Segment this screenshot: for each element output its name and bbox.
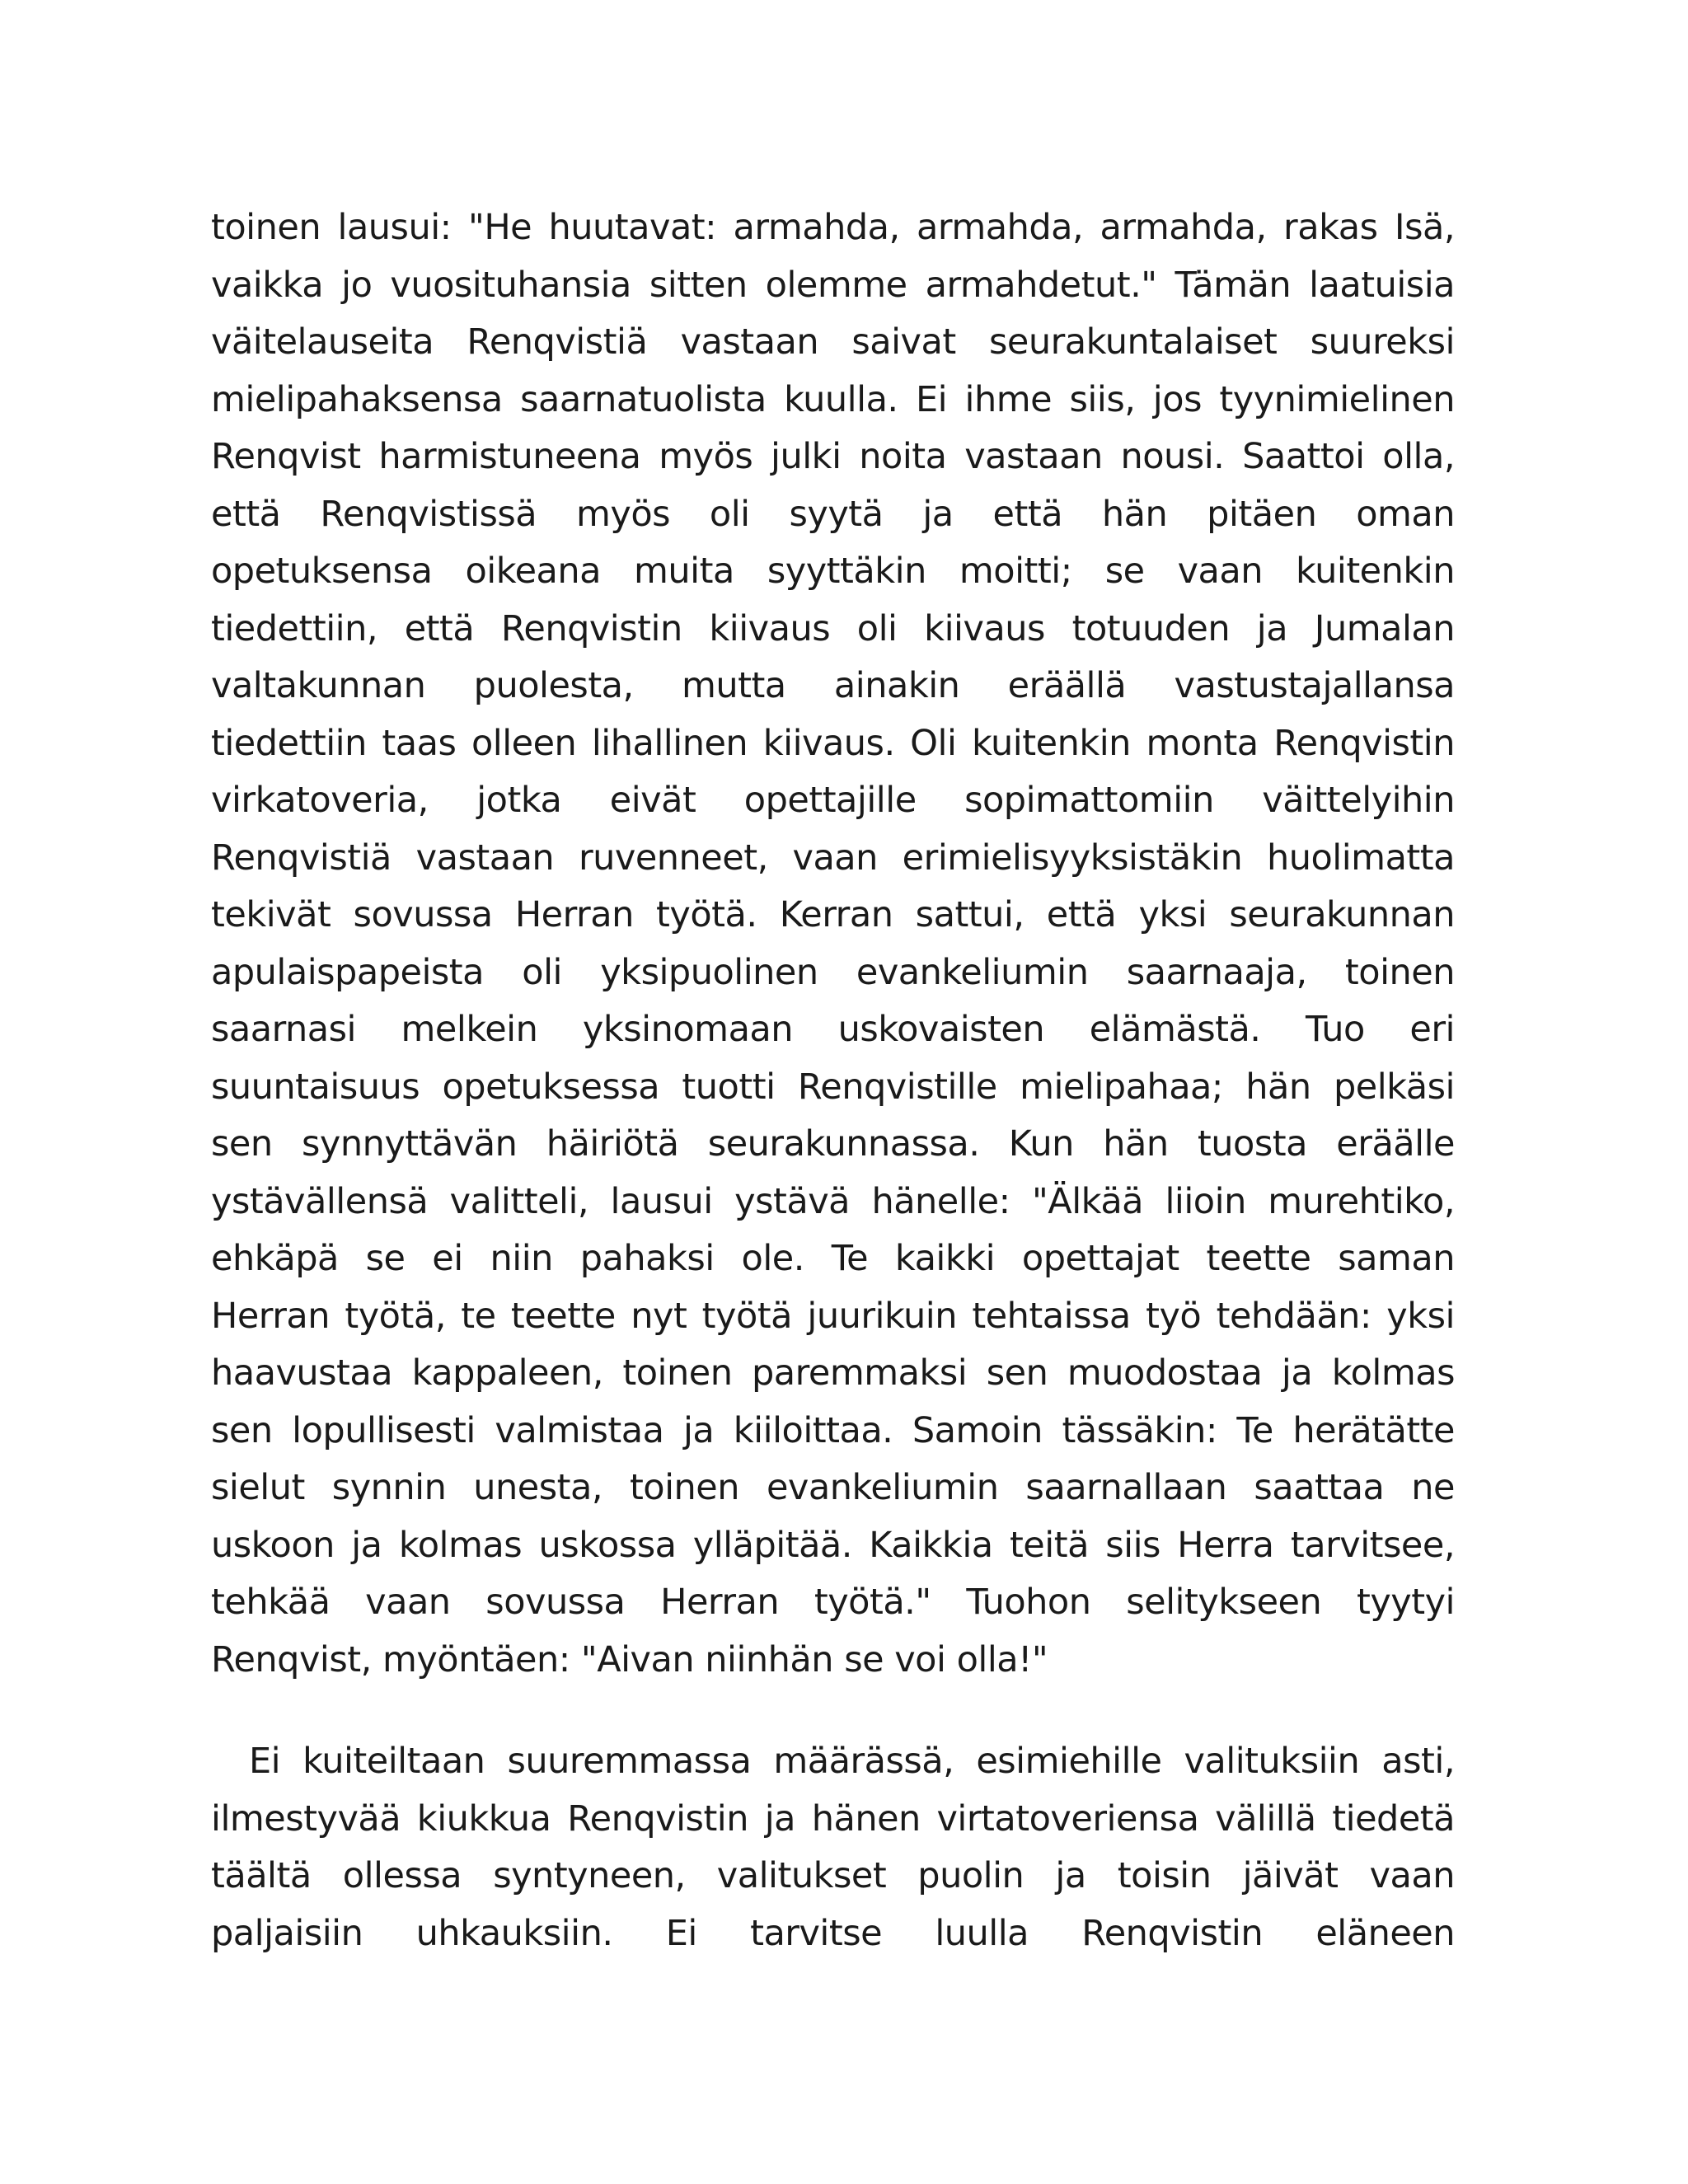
text-line: virkatoveria, jotka eivät opettajille sopimattomiin väittelyihin bbox=[211, 780, 1455, 821]
text-line: väitelauseita Renqvistiä vastaan saivat seurakuntalaiset suureksi bbox=[211, 321, 1455, 363]
text-line: tiedettiin taas olleen lihallinen kiivaus. Oli kuitenkin monta Renqvistin bbox=[211, 722, 1455, 764]
text-line: ehkäpä se ei niin pahaksi ole. Te kaikki opettajat teette saman bbox=[211, 1238, 1455, 1279]
text-line: ilmestyvää kiukkua Renqvistin ja hänen virtatoveriensa välillä tiedetä bbox=[211, 1797, 1455, 1840]
paragraph-1 bbox=[211, 199, 1455, 1689]
text-line: Renqvist, myöntäen: "Aivan niinhän se voi olla!" bbox=[211, 1638, 1048, 1680]
text-line: opetuksensa oikeana muita syyttäkin moitti; se vaan kuitenkin bbox=[211, 551, 1455, 592]
text-line: paljaisiin uhkauksiin. Ei tarvitse luulla Renqvistin eläneen bbox=[211, 1912, 1455, 1954]
text-line: haavustaa kappaleen, toinen paremmaksi sen muodostaa ja kolmas bbox=[211, 1352, 1455, 1394]
text-line: vaikka jo vuosituhansia sitten olemme armahdetut." Tämän laatuisia bbox=[211, 264, 1455, 306]
text-line: uskoon ja kolmas uskossa ylläpitää. Kaikkia teitä siis Herra tarvitsee, bbox=[211, 1524, 1455, 1566]
paragraph-2 bbox=[211, 1733, 1455, 1962]
text-line: tiedettiin, että Renqvistin kiivaus oli kiivaus totuuden ja Jumalan bbox=[211, 607, 1455, 649]
text-line: että Renqvistissä myös oli syytä ja että hän pitäen oman bbox=[211, 493, 1455, 535]
text-line: Ei kuiteiltaan suuremmassa määrässä, esimiehille valituksiin asti, bbox=[249, 1741, 1455, 1782]
text-line: toinen lausui: "He huutavat: armahda, armahda, armahda, rakas Isä, bbox=[211, 207, 1455, 248]
text-line: Renqvistiä vastaan ruvenneet, vaan erimielisyyksistäkin huolimatta bbox=[211, 837, 1455, 879]
text-line: suuntaisuus opetuksessa tuotti Renqvistille mielipahaa; hän pelkäsi bbox=[211, 1066, 1455, 1108]
text-line: ystävällensä valitteli, lausui ystävä hänelle: "Älkää liioin murehtiko, bbox=[211, 1180, 1455, 1222]
text-line: Herran työtä, te teette nyt työtä juurikuin tehtaissa työ tehdään: yksi bbox=[211, 1295, 1455, 1337]
text-line: tekivät sovussa Herran työtä. Kerran sattui, että yksi seurakunnan bbox=[211, 894, 1455, 935]
text-line: valtakunnan puolesta, mutta ainakin eräällä vastustajallansa bbox=[211, 665, 1455, 706]
text-line: saarnasi melkein yksinomaan uskovaisten elämästä. Tuo eri bbox=[211, 1009, 1455, 1050]
text-line: sielut synnin unesta, toinen evankeliumin saarnallaan saattaa ne bbox=[211, 1467, 1455, 1508]
text-line: apulaispapeista oli yksipuolinen evankeliumin saarnaaja, toinen bbox=[211, 951, 1455, 993]
text-line: täältä ollessa syntyneen, valitukset puolin ja toisin jäivät vaan bbox=[211, 1855, 1455, 1896]
text-line: tehkää vaan sovussa Herran työtä." Tuohon selitykseen tyytyi bbox=[211, 1582, 1455, 1623]
text-line: Renqvist harmistuneena myös julki noita vastaan nousi. Saattoi olla, bbox=[211, 436, 1455, 477]
text-line: mielipahaksensa saarnatuolista kuulla. Ei ihme siis, jos tyynimielinen bbox=[211, 378, 1455, 420]
text-line: sen lopullisesti valmistaa ja kiiloittaa. Samoin tässäkin: Te herätätte bbox=[211, 1409, 1455, 1451]
text-line: sen synnyttävän häiriötä seurakunnassa. Kun hän tuosta eräälle bbox=[211, 1123, 1455, 1165]
